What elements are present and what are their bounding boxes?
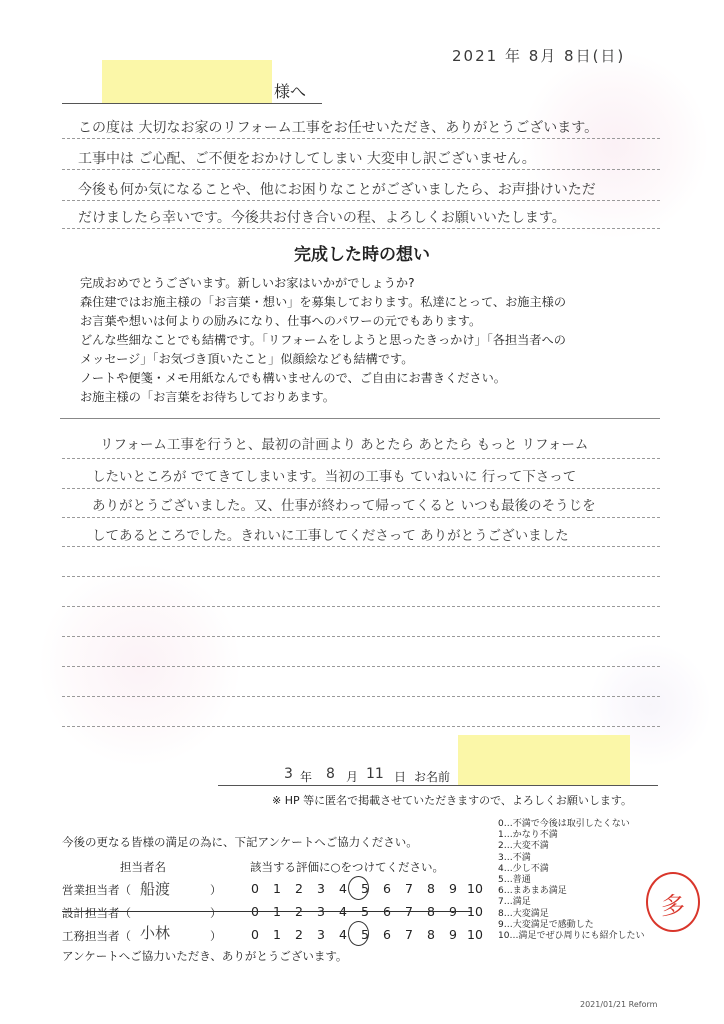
- footer-version: 2021/01/21 Reform: [580, 1000, 658, 1009]
- legend-item: 1…かなり不満: [498, 830, 558, 841]
- sign-year: 3: [284, 766, 293, 782]
- survey-row-label: 設計担当者（: [62, 906, 131, 920]
- ruled-line: [62, 169, 660, 170]
- survey-row-name: 船渡: [140, 880, 171, 898]
- rating-9[interactable]: 9: [449, 904, 457, 919]
- rating-7[interactable]: 7: [405, 927, 413, 942]
- ruled-line: [62, 576, 660, 577]
- rating-8[interactable]: 8: [427, 881, 435, 896]
- rating-5[interactable]: 5: [361, 881, 369, 896]
- rating-1[interactable]: 1: [273, 881, 281, 896]
- ruled-line: [62, 606, 660, 607]
- intro-line: ノートや便箋・メモ用紙なんでも構いませんので、ご自由にお書きください。: [80, 371, 506, 385]
- thanks-line: だけましたら幸いです。今後共お付き合いの程、よろしくお願いいたします。: [78, 210, 566, 226]
- ruled-line: [62, 546, 660, 547]
- sign-year-unit: 年: [300, 770, 313, 784]
- rating-9[interactable]: 9: [449, 881, 457, 896]
- rating-3[interactable]: 3: [317, 927, 325, 942]
- survey-col-staff: 担当者名: [120, 860, 166, 874]
- survey-thanks: アンケートへご協力いただき、ありがとうございます。: [62, 949, 348, 963]
- ruled-line: [62, 458, 660, 459]
- comment-line: ありがとうございました。又、仕事が終わって帰ってくると いつも最後のそうじを: [92, 498, 596, 514]
- legend-item: 4…少し不満: [498, 863, 549, 874]
- section-title: 完成した時の想い: [294, 245, 430, 265]
- ruled-line: [62, 726, 660, 727]
- thanks-line: この度は 大切なお家のリフォーム工事をお任せいただき、ありがとうございます。: [78, 120, 599, 136]
- ruled-line: [62, 200, 660, 201]
- survey-row-label: 営業担当者（: [62, 883, 131, 897]
- recipient-name-redaction: [102, 60, 272, 104]
- sign-month: 8: [326, 766, 335, 782]
- strikethrough-line: [62, 911, 472, 912]
- rating-1[interactable]: 1: [273, 904, 281, 919]
- legend-item: 2…大変不満: [498, 841, 549, 852]
- signer-name-redaction: [458, 735, 630, 785]
- intro-line: お施主様の「お言葉をお待ちしておりあます。: [80, 390, 335, 404]
- rating-2[interactable]: 2: [295, 904, 303, 919]
- recipient-suffix: 様へ: [274, 82, 307, 101]
- letter-date: 2021 年 8月 8日(日): [452, 47, 626, 65]
- floral-decoration: [40, 560, 240, 770]
- recipient-underline: [62, 103, 322, 104]
- name-label: お名前: [414, 770, 451, 784]
- legend-item: 9…大変満足で感動した: [498, 919, 594, 930]
- rating-6[interactable]: 6: [383, 904, 391, 919]
- rating-8[interactable]: 8: [427, 904, 435, 919]
- comment-line: してあるところでした。きれいに工事してくださって ありがとうございました: [92, 528, 569, 544]
- rating-4[interactable]: 4: [339, 881, 347, 896]
- ruled-line: [62, 636, 660, 637]
- rating-10[interactable]: 10: [467, 927, 483, 942]
- survey-row-label: 工務担当者（: [62, 929, 131, 943]
- legend-item: 0…不満で今後は取引したくない: [498, 819, 630, 829]
- rating-5[interactable]: 5: [361, 904, 369, 919]
- legend-item: 3…不満: [498, 852, 531, 863]
- intro-line: 森住建ではお施主様の「お言葉・想い」を募集しております。私達にとって、お施主様の: [80, 295, 567, 309]
- rating-0[interactable]: 0: [251, 927, 259, 942]
- thanks-line: 工事中は ご心配、ご不便をおかけしてしまい 大変申し訳ございません。: [78, 151, 536, 167]
- rating-4[interactable]: 4: [339, 904, 347, 919]
- intro-line: どんな些細なことでも結構です。「リフォームをしようと思ったきっかけ」「各担当者への: [80, 333, 566, 347]
- survey-intro: 今後の更なる皆様の満足の為に、下記アンケートへご協力ください。: [62, 835, 418, 849]
- rating-7[interactable]: 7: [405, 881, 413, 896]
- ruled-line: [62, 696, 660, 697]
- section-divider: [60, 418, 660, 419]
- sign-month-unit: 月: [346, 770, 359, 784]
- ruled-line: [62, 666, 660, 667]
- legend-item: 6…まあまあ満足: [498, 886, 567, 897]
- rating-2[interactable]: 2: [295, 881, 303, 896]
- survey-col-rating: 該当する評価に○をつけてください。: [250, 860, 445, 874]
- sign-day: 11: [366, 766, 384, 782]
- rating-3[interactable]: 3: [317, 904, 325, 919]
- ruled-line: [62, 138, 660, 139]
- legend-item: 7…満足: [498, 897, 531, 908]
- stamp-char: 多: [661, 892, 685, 920]
- rating-5[interactable]: 5: [361, 927, 369, 942]
- survey-row-close: ）: [210, 906, 222, 920]
- rating-6[interactable]: 6: [383, 881, 391, 896]
- rating-6[interactable]: 6: [383, 927, 391, 942]
- rating-8[interactable]: 8: [427, 927, 435, 942]
- privacy-note: ※ HP 等に匿名で掲載させていただきますので、よろしくお願いします。: [272, 794, 633, 807]
- selected-rating-circle: [348, 876, 369, 900]
- rating-0[interactable]: 0: [251, 881, 259, 896]
- rating-2[interactable]: 2: [295, 927, 303, 942]
- rating-1[interactable]: 1: [273, 927, 281, 942]
- legend-item: 8…大変満足: [498, 908, 549, 919]
- rating-10[interactable]: 10: [467, 881, 483, 896]
- survey-row-close: ）: [210, 883, 222, 897]
- rating-0[interactable]: 0: [251, 904, 259, 919]
- ruled-line: [62, 488, 660, 489]
- rating-9[interactable]: 9: [449, 927, 457, 942]
- legend-item: 5…普通: [498, 875, 531, 886]
- rating-10[interactable]: 10: [467, 904, 483, 919]
- rating-3[interactable]: 3: [317, 881, 325, 896]
- rating-7[interactable]: 7: [405, 904, 413, 919]
- hanko-stamp: [646, 872, 700, 932]
- ruled-line: [62, 517, 660, 518]
- comment-line: リフォーム工事を行うと、最初の計画より あとたら あとたら もっと リフォーム: [100, 437, 589, 453]
- comment-line: したいところが でてきてしまいます。当初の工事も ていねいに 行って下さって: [92, 469, 577, 485]
- signature-underline: [218, 785, 658, 786]
- survey-row-name: 小林: [140, 924, 171, 942]
- rating-4[interactable]: 4: [339, 927, 347, 942]
- survey-row-close: ）: [210, 929, 222, 943]
- sign-day-unit: 日: [394, 770, 407, 784]
- intro-line: お言葉や想いは何よりの励みになり、仕事へのパワーの元でもあります。: [80, 314, 482, 328]
- intro-line: 完成おめでとうございます。新しいお家はいかがでしょうか?: [80, 276, 415, 290]
- selected-rating-circle: [348, 921, 369, 946]
- ruled-line: [62, 228, 660, 229]
- legend-item: 10…満足でぜひ周りにも紹介したい: [498, 931, 645, 942]
- thanks-line: 今後も何か気になることや、他にお困りなことがございましたら、お声掛けいただ: [78, 182, 596, 198]
- intro-line: メッセージ」「お気づき頂いたこと」似顔絵なども結構です。: [80, 352, 414, 366]
- rating-legend: [498, 819, 644, 942]
